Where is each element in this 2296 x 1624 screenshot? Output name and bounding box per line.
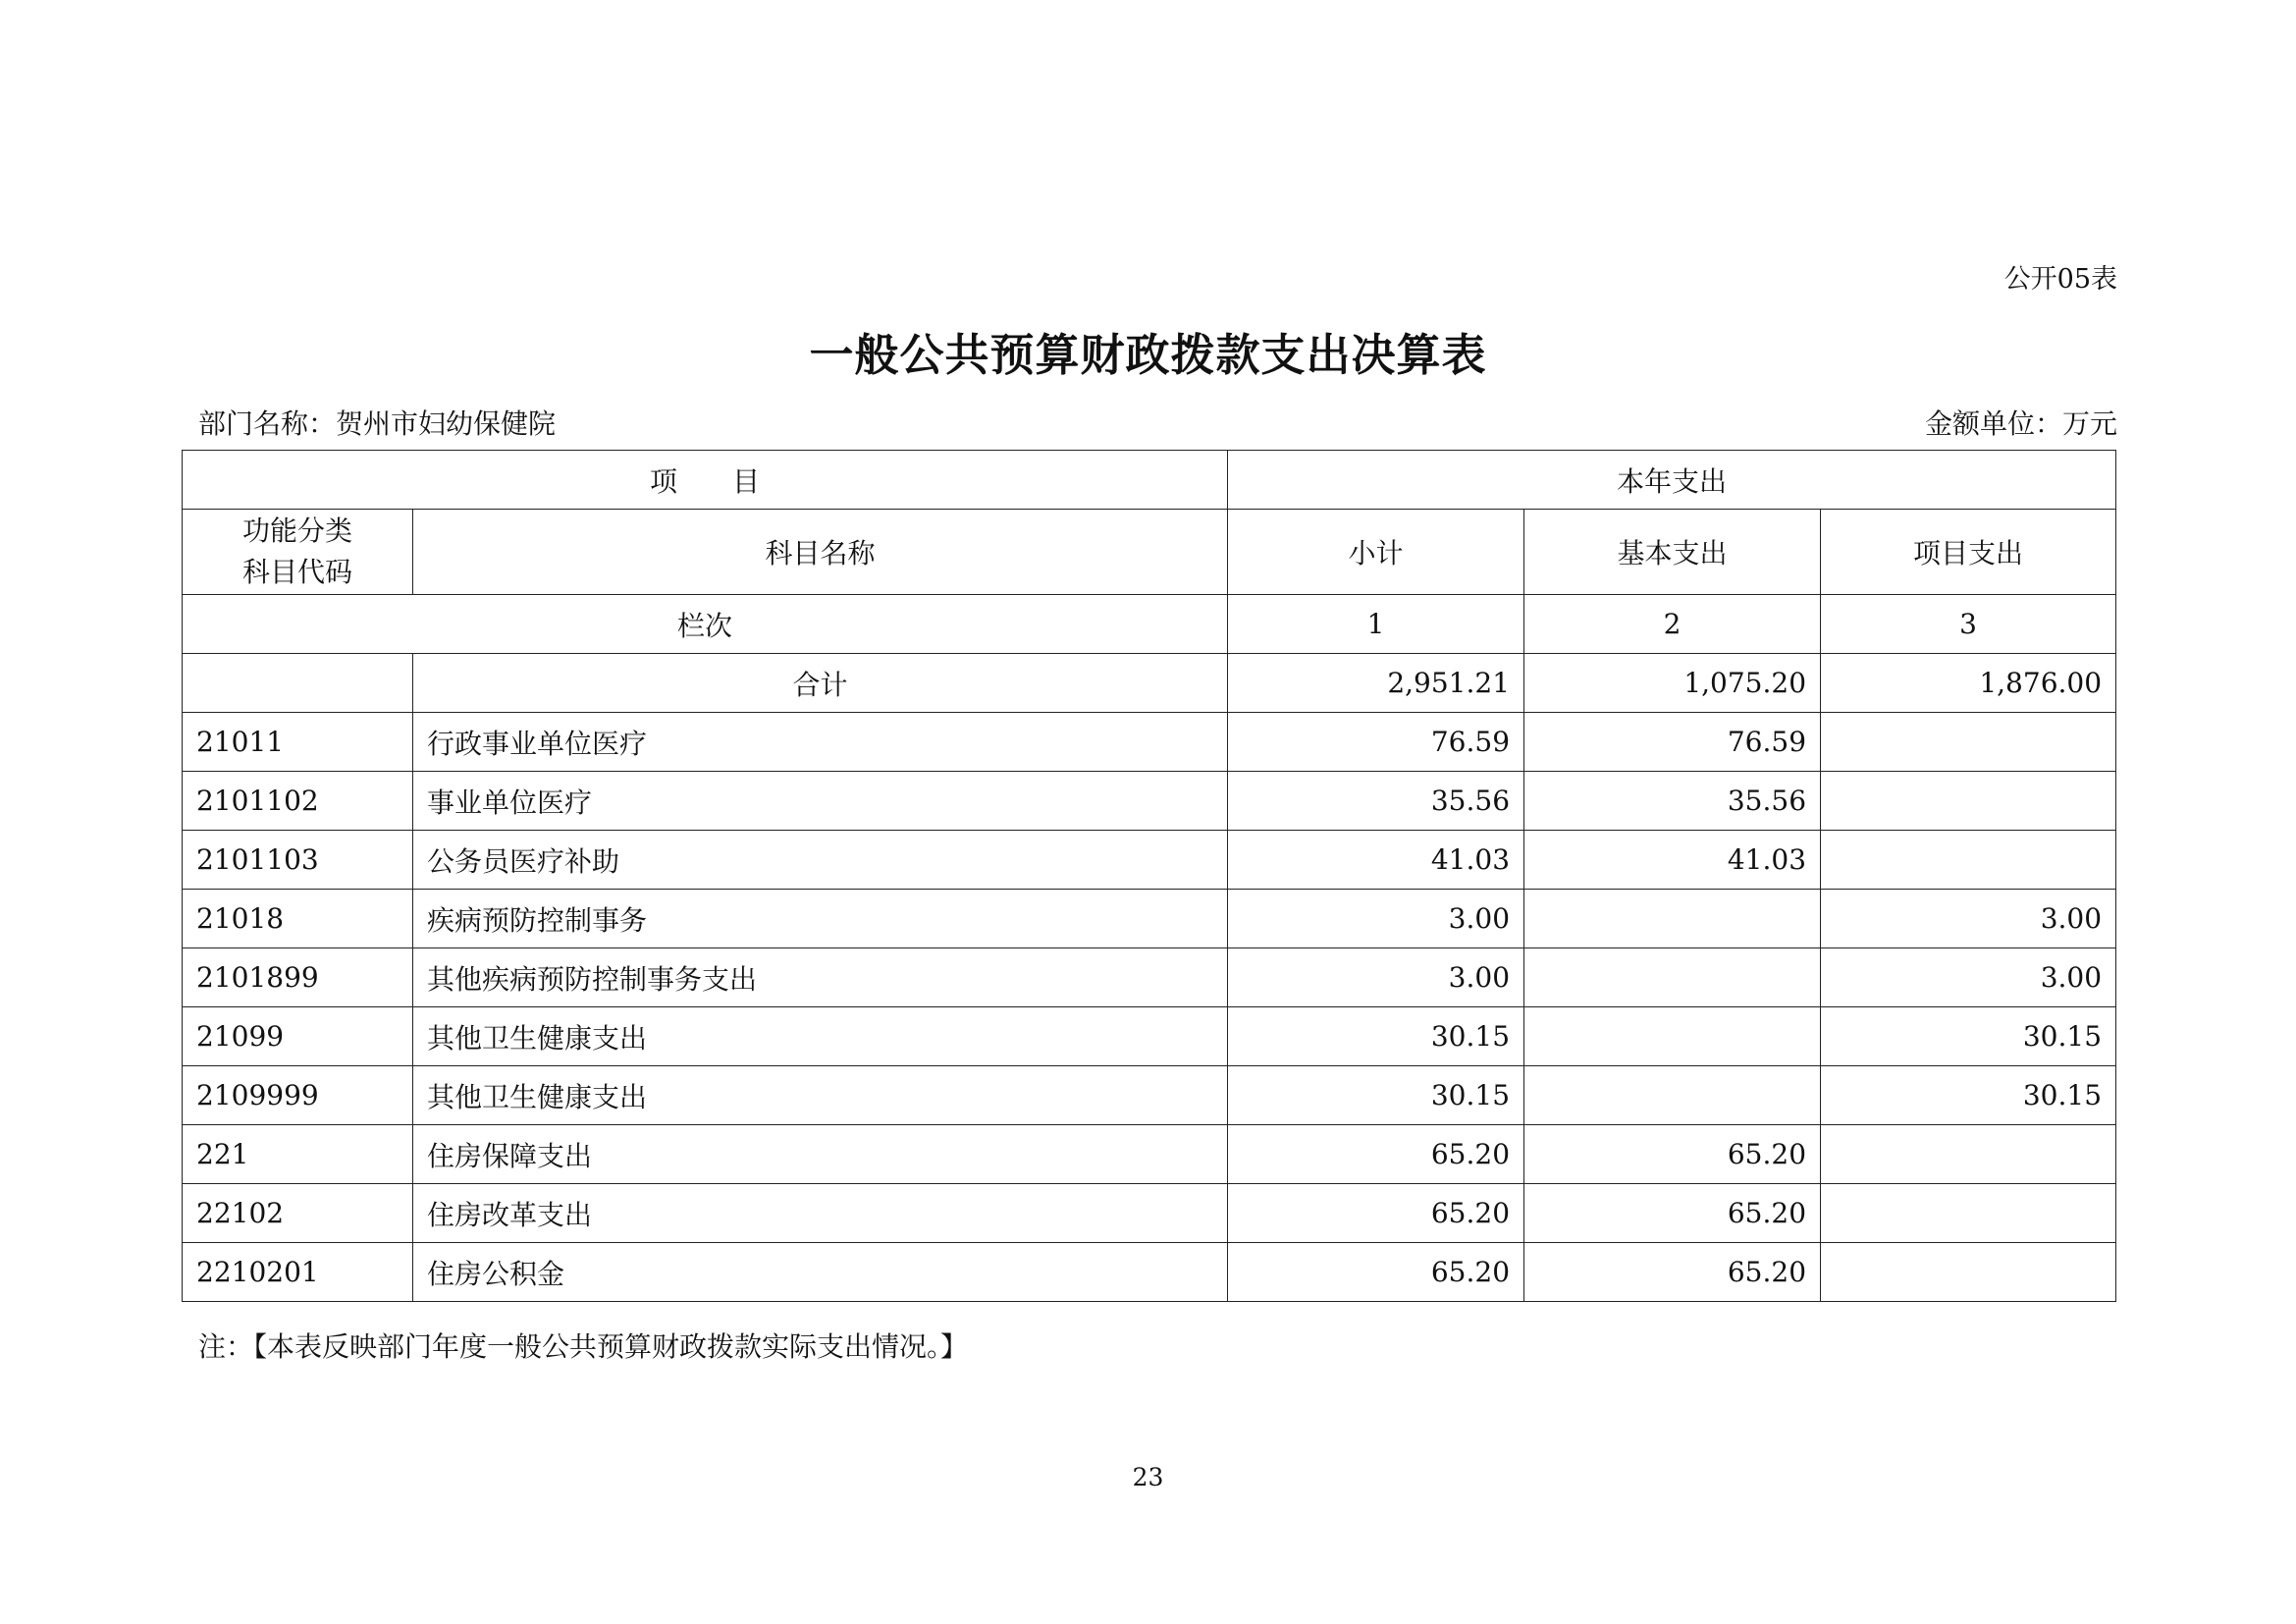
total-project: 1,876.00 bbox=[1821, 654, 2116, 713]
total-basic: 1,075.20 bbox=[1524, 654, 1821, 713]
cell-subject-name: 住房改革支出 bbox=[413, 1184, 1228, 1243]
total-code bbox=[183, 654, 413, 713]
table-row bbox=[183, 713, 2116, 772]
cell-basic: 65.20 bbox=[1524, 1243, 1821, 1302]
table-note: 注：【本表反映部门年度一般公共预算财政拨款实际支出情况。】 bbox=[198, 1330, 969, 1363]
cell-subtotal: 35.56 bbox=[1228, 772, 1524, 831]
cell-subject-name: 行政事业单位医疗 bbox=[413, 713, 1228, 772]
header-code-line2: 科目代码 bbox=[241, 556, 352, 588]
cell-subtotal: 65.20 bbox=[1228, 1184, 1524, 1243]
cell-code: 21099 bbox=[183, 1007, 413, 1066]
cell-project bbox=[1821, 1184, 2116, 1243]
header-project: 项目支出 bbox=[1821, 510, 2116, 595]
table-row bbox=[183, 1184, 2116, 1243]
cell-project bbox=[1821, 713, 2116, 772]
header-item: 项 目 bbox=[183, 451, 1228, 510]
cell-code: 2109999 bbox=[183, 1066, 413, 1125]
column-index-label: 栏次 bbox=[183, 595, 1228, 654]
cell-basic: 35.56 bbox=[1524, 772, 1821, 831]
column-index-1: 1 bbox=[1228, 595, 1524, 654]
cell-project bbox=[1821, 831, 2116, 890]
cell-code: 2101102 bbox=[183, 772, 413, 831]
cell-project: 30.15 bbox=[1821, 1066, 2116, 1125]
table-row bbox=[183, 1007, 2116, 1066]
cell-subtotal: 76.59 bbox=[1228, 713, 1524, 772]
header-current-year: 本年支出 bbox=[1228, 451, 2116, 510]
cell-subject-name: 住房保障支出 bbox=[413, 1125, 1228, 1184]
cell-subject-name: 事业单位医疗 bbox=[413, 772, 1228, 831]
column-index-3: 3 bbox=[1821, 595, 2116, 654]
cell-basic: 76.59 bbox=[1524, 713, 1821, 772]
cell-subtotal: 41.03 bbox=[1228, 831, 1524, 890]
cell-project bbox=[1821, 1243, 2116, 1302]
cell-subject-name: 住房公积金 bbox=[413, 1243, 1228, 1302]
cell-code: 22102 bbox=[183, 1184, 413, 1243]
cell-subtotal: 65.20 bbox=[1228, 1125, 1524, 1184]
header-subject-name: 科目名称 bbox=[413, 510, 1228, 595]
expenditure-table bbox=[182, 450, 2116, 1302]
cell-basic bbox=[1524, 1007, 1821, 1066]
cell-basic: 65.20 bbox=[1524, 1125, 1821, 1184]
table-row bbox=[183, 1243, 2116, 1302]
column-index-row bbox=[183, 595, 2116, 654]
table-row bbox=[183, 890, 2116, 948]
cell-subtotal: 3.00 bbox=[1228, 948, 1524, 1007]
department-name: 部门名称：贺州市妇幼保健院 bbox=[198, 407, 557, 440]
cell-code: 2210201 bbox=[183, 1243, 413, 1302]
cell-code: 21018 bbox=[183, 890, 413, 948]
cell-basic bbox=[1524, 890, 1821, 948]
cell-project: 3.00 bbox=[1821, 948, 2116, 1007]
cell-code: 21011 bbox=[183, 713, 413, 772]
header-subtotal: 小计 bbox=[1228, 510, 1524, 595]
cell-subject-name: 其他卫生健康支出 bbox=[413, 1007, 1228, 1066]
table-row bbox=[183, 1066, 2116, 1125]
cell-project bbox=[1821, 772, 2116, 831]
cell-project: 30.15 bbox=[1821, 1007, 2116, 1066]
header-row-2 bbox=[183, 510, 2116, 595]
header-row-1 bbox=[183, 451, 2116, 510]
header-basic: 基本支出 bbox=[1524, 510, 1821, 595]
cell-basic: 41.03 bbox=[1524, 831, 1821, 890]
table-row bbox=[183, 948, 2116, 1007]
cell-subtotal: 65.20 bbox=[1228, 1243, 1524, 1302]
cell-basic: 65.20 bbox=[1524, 1184, 1821, 1243]
amount-unit: 金额单位：万元 bbox=[1924, 407, 2117, 440]
form-number: 公开05表 bbox=[2003, 264, 2117, 295]
table-row bbox=[183, 831, 2116, 890]
header-function-code bbox=[183, 510, 413, 595]
cell-project: 3.00 bbox=[1821, 890, 2116, 948]
page-title: 一般公共预算财政拨款支出决算表 bbox=[809, 329, 1487, 381]
cell-code: 2101899 bbox=[183, 948, 413, 1007]
cell-subject-name: 其他卫生健康支出 bbox=[413, 1066, 1228, 1125]
cell-subject-name: 其他疾病预防控制事务支出 bbox=[413, 948, 1228, 1007]
column-index-2: 2 bbox=[1524, 595, 1821, 654]
cell-basic bbox=[1524, 1066, 1821, 1125]
cell-project bbox=[1821, 1125, 2116, 1184]
cell-basic bbox=[1524, 948, 1821, 1007]
page-number: 23 bbox=[1132, 1463, 1164, 1491]
cell-subtotal: 3.00 bbox=[1228, 890, 1524, 948]
table-row bbox=[183, 1125, 2116, 1184]
table-row bbox=[183, 772, 2116, 831]
cell-subtotal: 30.15 bbox=[1228, 1007, 1524, 1066]
total-row bbox=[183, 654, 2116, 713]
header-code-line1: 功能分类 bbox=[241, 514, 352, 547]
cell-subject-name: 公务员医疗补助 bbox=[413, 831, 1228, 890]
cell-subtotal: 30.15 bbox=[1228, 1066, 1524, 1125]
cell-subject-name: 疾病预防控制事务 bbox=[413, 890, 1228, 948]
total-subtotal: 2,951.21 bbox=[1228, 654, 1524, 713]
total-label: 合计 bbox=[413, 654, 1228, 713]
cell-code: 2101103 bbox=[183, 831, 413, 890]
cell-code: 221 bbox=[183, 1125, 413, 1184]
